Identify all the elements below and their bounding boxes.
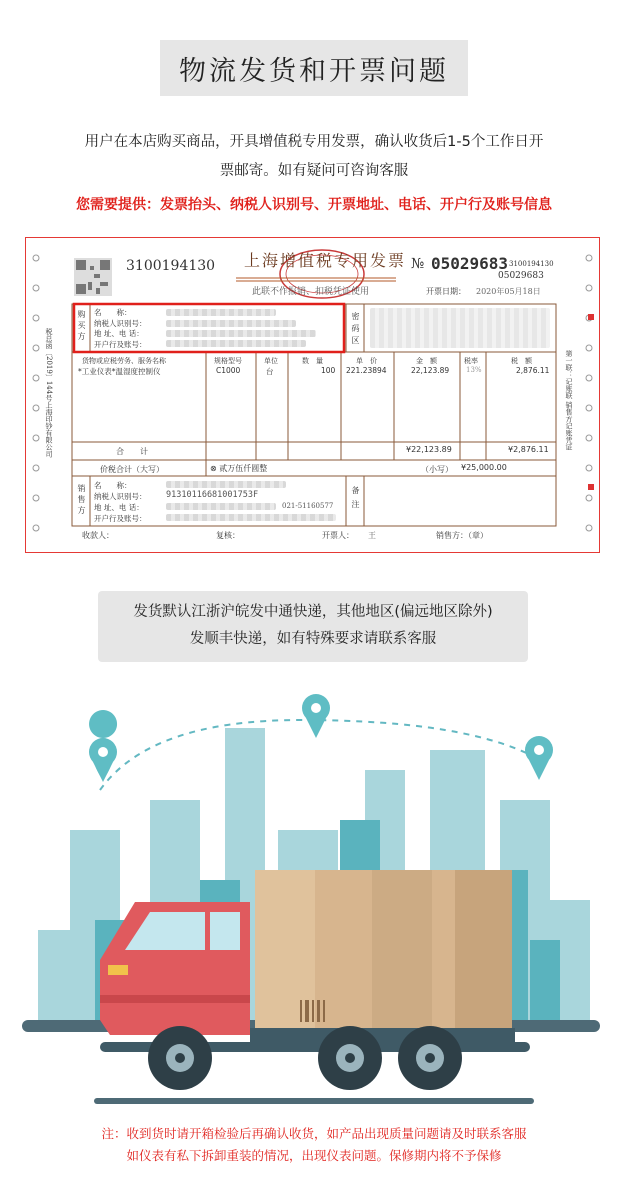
invoice-date-label: 开票日期： [426,287,466,296]
invoice-number: 05029683 [431,254,509,273]
seller-redacted-name [166,481,286,488]
warranty-note [20,1123,608,1167]
item-price: 221.23894 [346,366,387,375]
total-tax: ¥2,876.11 [508,445,549,454]
grand-total-mark-icon: ⊗ [210,464,220,473]
item-qty: 100 [321,366,336,375]
invoice-title: 上海增值税专用发票 [244,251,407,270]
buyer-labels [94,308,147,350]
intro-line-2: 票邮寄。如有疑问可咨询客服 [219,163,409,179]
invoice-image [25,237,600,553]
item-name: *工业仪表*温湿度控制仪 [78,367,161,376]
grand-total-words [210,463,267,474]
buyer-redacted-3 [166,330,316,337]
seller-redacted-bank [166,514,336,521]
grand-total-label: 价税合计（大写） [100,465,164,474]
password-section-label: 密码区 [351,312,360,348]
buyer-label-name: 名 称： [94,308,132,317]
seller-label-address: 地 址、电 话： [94,503,144,512]
seller-labels [94,480,147,524]
reviewer-label: 复核： [216,531,240,540]
buyer-label-bank: 开户行及账号： [94,339,147,349]
remarks-section-label: 备注 [351,486,360,514]
invoice-subtitle: 此联不作报销、扣税凭证使用 [252,287,370,297]
shipping-line-1: 发货默认江浙沪皖发中通快递，其他地区(偏远地区除外) [133,604,493,620]
total-amount: ¥22,123.89 [406,445,452,454]
invoice-code: 3100194130 [126,258,216,274]
header-rate: 税率 [464,357,478,365]
password-redacted [370,308,550,348]
location-pin-icon-3 [525,736,553,780]
ground-line [94,1098,534,1104]
invoice-no-prefix: № [411,256,425,272]
seller-sign-label: 销售方：（章） [436,531,488,540]
seller-section-label: 销售方 [77,484,86,517]
item-model: C1000 [216,366,241,375]
delivery-illustration [0,690,628,1120]
header-item-name: 货物或应税劳务、服务名称 [82,357,166,365]
header-tax: 税 额 [511,357,532,365]
cargo-box [255,870,512,1042]
buyer-section-label: 购买方 [77,310,86,343]
page-title: 物流发货和开票问题 [160,40,468,96]
invoice-small-number: 05029683 [498,271,544,281]
note-line-2: 如仪表有私下拆卸重装的情况，出现仪表问题。保修期内将不予保修 [126,1148,502,1163]
item-unit: 台 [266,367,274,376]
intro-text [40,128,588,186]
location-pin-icon-2 [302,694,330,738]
payee-label: 收款人： [82,531,114,540]
note-line-1: 注：收到货时请开箱检验后再确认收货，如产品出现质量问题请及时联系客服 [101,1126,527,1141]
requirements-text: 您需要提供：发票抬头、纳税人识别号、开票地址、电话、开户行及账号信息 [76,197,552,213]
drawer-value: 王 [368,531,376,540]
drawer-label [322,530,376,541]
header-amount: 金 额 [416,357,437,365]
item-amount: 22,123.89 [411,366,450,375]
grand-small-label: （小写） [421,465,453,474]
grand-total-words-text: 贰万伍仟圆整 [219,464,268,473]
drawer-label-text: 开票人： [322,531,354,540]
invoice-side-left: 税总函〔2019〕144号上海印钞有限公司 [45,328,53,458]
item-tax: 2,876.11 [516,366,550,375]
header-price: 单 价 [356,357,377,365]
header-model: 规格型号 [214,357,242,365]
buyer-redacted-4 [166,340,306,347]
location-pin-icon [89,710,117,782]
seller-phone: 021-51160577 [282,502,334,510]
invoice-side-right: 第一联：记账联 销售方记账凭证 [565,350,573,451]
seller-redacted-address [166,503,276,510]
buyer-label-taxid: 纳税人识别号： [94,318,147,328]
intro-line-1: 用户在本店购买商品，开具增值税专用发票，确认收货后1-5个工作日开 [84,134,544,150]
shipping-line-2: 发顺丰快递，如有特殊要求请联系客服 [189,631,437,647]
buyer-redacted-2 [166,320,296,327]
header-unit: 单位 [264,357,278,365]
invoice-date-value: 2020年05月18日 [476,287,541,296]
shipping-info [98,591,528,662]
seller-label-bank: 开户行及账号： [94,514,147,523]
invoice-small-code: 3100194130 [509,260,554,268]
seller-label-taxid: 纳税人识别号： [94,492,147,501]
total-label: 合 计 [116,447,148,456]
header-qty: 数 量 [302,357,323,365]
buyer-redacted-1 [166,309,276,316]
buyer-label-address: 地 址、电 话： [94,329,144,338]
seller-label-name: 名 称： [94,481,132,490]
item-rate: 13% [466,366,482,374]
truck-chassis [250,1028,515,1042]
seller-tax-id: 91310116681001753F [166,490,259,500]
grand-small-amount: ¥25,000.00 [461,463,507,472]
